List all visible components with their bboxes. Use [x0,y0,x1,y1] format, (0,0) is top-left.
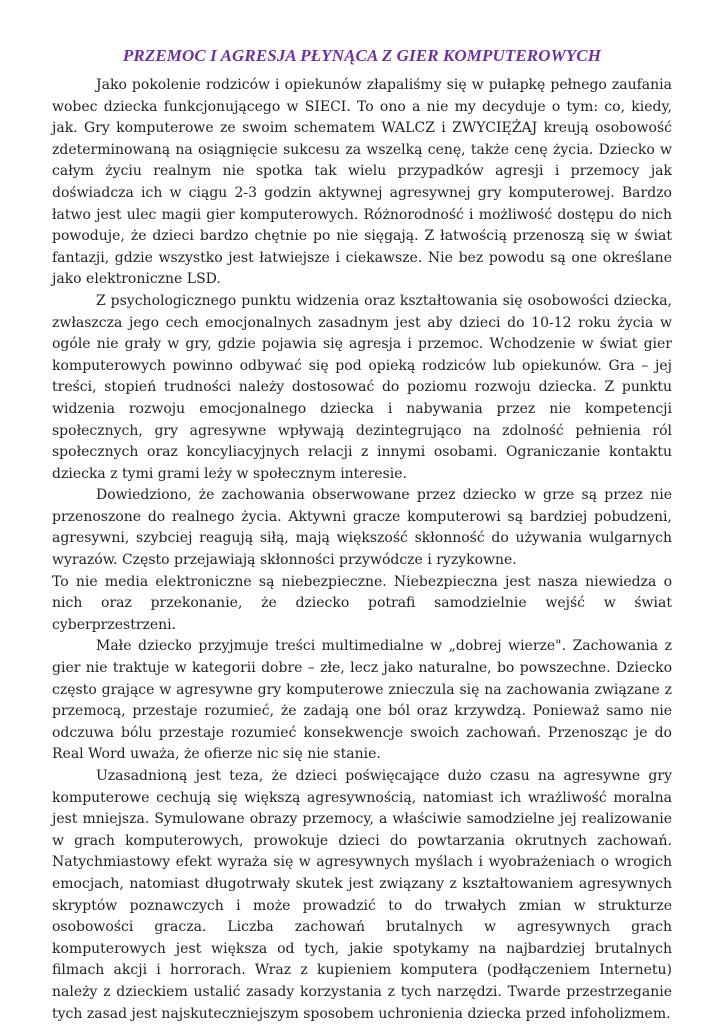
paragraph-1: Jako pokolenie rodziców i opiekunów złapaliśmy się w pułapkę pełnego zaufania wobec dziecka funkcjonującego w SIECI. To ono a nie my decyduje o tym: co, kiedy, jak. Gry komputerowe ze swoim schematem WALCZ i ZWYCIĘŻAJ kreują osobowość zdeterminowaną na osiągnięcie sukcesu za wszelką cenę, także cenę życia. Dziecko w całym życiu realnym nie spotka tak wielu przypadków agresji i przemocy jak doświadcza ich w ciągu 2-3 godzin aktywnej agresywnej gry komputerowej. Bardzo łatwo jest ulec magii gier komputerowych. Różnorodność i możliwość dostępu do nich powoduje, że dzieci bardzo chętnie po nie sięgają. Z łatwością przenoszą się w świat fantazji, gdzie wszystko jest łatwiejsze i ciekawsze. Nie bez powodu są one określane jako elektroniczne LSD. [52,77,672,288]
paragraph-4: To nie media elektroniczne są niebezpieczne. Niebezpieczna jest nasza niewiedza o nich oraz przekonanie, że dziecko potrafi samodzielnie wejść w świat cyberprzestrzeni. [52,573,672,633]
paragraph-3: Dowiedziono, że zachowania obserwowane przez dziecko w grze są przez nie przenoszone do realnego życia. Aktywni gracze komputerowi są bardziej pobudzeni, agresywni, szybciej reagują siłą, mają większość skłonność do używania wulgarnych wyrazów. Często przejawiają skłonności przywódcze i ryzykowne. [52,487,672,569]
document-title: PRZEMOC I AGRESJA PŁYNĄCA Z GIER KOMPUTEROWYCH [122,46,602,65]
paragraph-2: Z psychologicznego punktu widzenia oraz kształtowania się osobowości dziecka, zwłaszcza jego cech emocjonalnych zasadnym jest aby dzieci do 10-12 roku życia w ogóle nie grały w gry, gdzie pojawia się agresja i przemoc. Wchodzenie w świat gier komputerowych powinno odbywać się pod opieką rodziców lub opiekunów. Gra – jej treści, stopień trudności należy dostosować do poziomu rozwoju dziecka. Z punktu widzenia rozwoju emocjonalnego dziecka i nabywania przez nie kompetencji społecznych, gry agresywne wpływają dezintegrująco na zdolność pełnienia ról społecznych oraz koncyliacyjnych relacji z innymi osobami. Ograniczanie kontaktu dziecka z tymi grami leży w społecznym interesie. [52,292,672,482]
paragraph-6: Uzasadnioną jest teza, że dzieci poświęcające dużo czasu na agresywne gry komputerowe cechują się większą agresywnością, natomiast ich wrażliwość moralna jest mniejsza. Symulowane obrazy przemocy, a właściwie samodzielne jej realizowanie w grach komputerowych, prowokuje dzieci do powtarzania okrutnych zachowań. Natychmiastowy efekt wyraża się w agresywnych myślach i wyobrażeniach o wrogich emocjach, natomiast długotrwały skutek jest związany z kształtowaniem agresywnych skryptów poznawczych i może prowadzić to do trwałych zmian w strukturze osobowości gracza. Liczba zachowań brutalnych w agresywnych grach komputerowych jest większa od tych, jakie spotykamy na najbardziej brutalnych filmach akcji i horrorach. Wraz z kupieniem komputera (podłączeniem Internetu) należy z dzieckiem ustalić zasady korzystania z tych narzędzi. Twarde przestrzeganie tych zasad jest najskuteczniejszym sposobem uchronienia dziecka przed infoholizmem. [52,768,672,1022]
document-page [52,46,672,1025]
paragraph-5: Małe dziecko przyjmuje treści multimedialne w „dobrej wierze". Zachowania z gier nie traktuje w kategorii dobre – złe, lecz jako naturalne, bo powszechne. Dziecko często grające w agresywne gry komputerowe znieczula się na zachowania związane z przemocą, przestaje rozumieć, że zadają one ból oraz krzywdzą. Ponieważ samo nie odczuwa bólu przestaje rozumieć konsekwencje swoich zachowań. Przenosząc je do Real Word uważa, że ofierze nic się nie stanie. [52,638,672,763]
